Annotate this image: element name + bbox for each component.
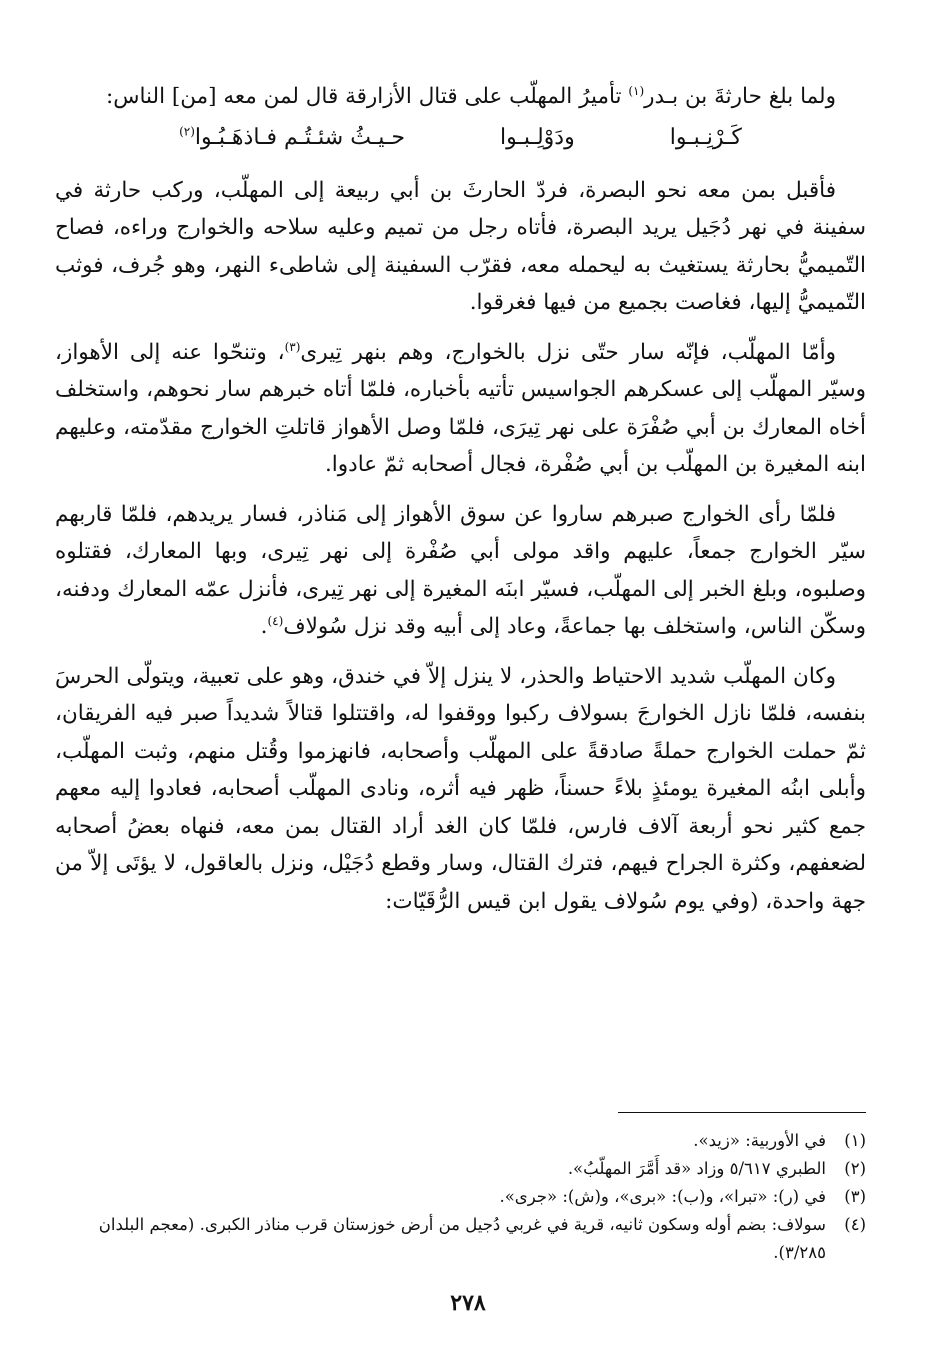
paragraph-5: وكان المهلّب شديد الاحتياط والحذر، لا ينزل إلاّ في خندق، وهو على تعبية، ويتولّى الحرسَ بنفسه، فلمّا نازل الخوارجَ بسولاف ركبوا ووقفوا له، واقتتلوا قتالاً شديداً صبر فيه الفريقان، ثمّ حملت الخوارج حملةً صادقةً على المهلّب وأصحابه، فانهزموا وقُتل منهم، وثبت المهلّب، وأبلى ابنُه المغيرة يومئذٍ بلاءً حسناً، ظهر فيه أثره، ونادى المهلّب أصحابه، فعادوا إليه معهم جمع كثير نحو أربعة آلاف فارس، فلمّا كان الغد أراد القتال بمن معه، فنهاه بعضُ أصحابه لضعفهم، وكثرة الجراح فيهم، فترك القتال، وسار وقطع دُجَيْل، ونزل بالعاقول، لا يؤتَى إلاّ من جهة واحدة، (وفي يوم سُولاف يقول ابن قيس الرُّقَيّات: (55, 663, 866, 914)
footnote-divider (618, 1112, 866, 1113)
footnote-mark-2: (٢) (179, 124, 195, 139)
paragraph-1-end: تأميرُ المهلّب على قتال الأزارقة قال لمن معه [من] الناس: (105, 84, 629, 109)
paragraph-4-end: . (260, 614, 268, 639)
footnote-text: في (ر): «تبرا»، و(ب): «برى»، و(ش): «جرى». (499, 1187, 826, 1206)
footnote-item (55, 1183, 866, 1211)
footnotes (55, 1127, 866, 1267)
paragraph-4-start: فلمّا رأى الخوارج صبرهم ساروا عن سوق الأهواز إلى مَناذر، فسار يريدهم، فلمّا قاربهم سيّر الخوارج جمعاً، عليهم واقد مولى أبي صُفْرة إلى نهر تِيرى، وبها المعارك، فقتلوه وصلبوه، وبلغ الخبر إلى المهلّب، فسيّر ابنَه المغيرة إلى نهر تِيرى، فأنزل عمّه المعارك ودفنه، وسكّن الناس، واستخلف بها جماعةً، وعاد إلى أبيه وقد نزل سُولاف (55, 501, 866, 639)
footnote-text: الطبري ٥/٦١٧ وزاد «قد أَمَّرَ المهلّبُ». (567, 1159, 826, 1178)
paragraph-1 (55, 78, 866, 116)
footnote-text: سولاف: بضم أوله وسكون ثانيه، قرية في غربي دُجيل من أرض خوزستان قرب مناذر الكبرى. (معجم البلدان ٣/٢٨٥). (98, 1215, 826, 1262)
footnote-mark-4: (٤) (267, 613, 284, 628)
paragraph-3-end: ، وتنحّوا عنه إلى الأهواز، وسيّر المهلّب إلى عسكرهم الجواسيس تأتيه بأخباره، فلمّا أتاه خبرهم سار نحوهم، واستخلف أخاه المعارك بن أبي صُفْرَة على نهر تِيرَى، فلمّا وصل الأهواز قاتلتِ الخوارج مقدّمته، وعليهم ابنه المغيرة بن المهلّب بن أبي صُفْرة، فجال أصحابه ثمّ عادوا. (55, 339, 866, 477)
footnote-mark-1: (١) (628, 83, 645, 98)
footnote-number: (٣) (844, 1187, 866, 1206)
footnote-number: (٢) (844, 1159, 866, 1178)
footnote-item (55, 1211, 866, 1267)
verse-part-3: حـيـثُ شئـتُـم فـاذهَـبُـوا (194, 124, 405, 150)
footnote-mark-3: (٣) (284, 339, 301, 354)
verse-line (55, 118, 866, 158)
footnote-item (55, 1155, 866, 1183)
page-number: ٢٧٨ (450, 1290, 486, 1316)
verse-part-1: كَـرْنِـبـوا (669, 124, 742, 150)
main-text (55, 78, 866, 920)
verse-part-2: ودَوْلِـبـوا (499, 124, 575, 150)
footnote-number: (١) (844, 1131, 866, 1150)
verse-part-3-wrap (179, 118, 405, 158)
footnote-text: في الأوربية: «زيد». (693, 1131, 826, 1150)
footnote-item (55, 1127, 866, 1155)
paragraph-3-start: وأمّا المهلّب، فإنّه سار حتّى نزل بالخوارج، وهم بنهر تِيرى (300, 339, 836, 365)
paragraph-3 (55, 334, 866, 484)
paragraph-2: فأقبل بمن معه نحو البصرة، فردّ الحارثَ بن أبي ربيعة إلى المهلّب، وركب حارثة في سفينة في نهر دُجَيل يريد البصرة، فأتاه رجل من تميم وعليه سلاحه والخوارج وراءه، فصاح التّميميُّ بحارثة يستغيث به ليحمله معه، فقرّب السفينة إلى شاطىء النهر، وهو جُرف، فوثب التّميميُّ إليها، فغاصت بجميع من فيها فغرقوا. (55, 177, 866, 315)
footnote-number: (٤) (844, 1215, 866, 1234)
paragraph-4 (55, 496, 866, 646)
paragraph-1-start: ولما بلغ حارثةَ بن بـدر (644, 84, 836, 109)
